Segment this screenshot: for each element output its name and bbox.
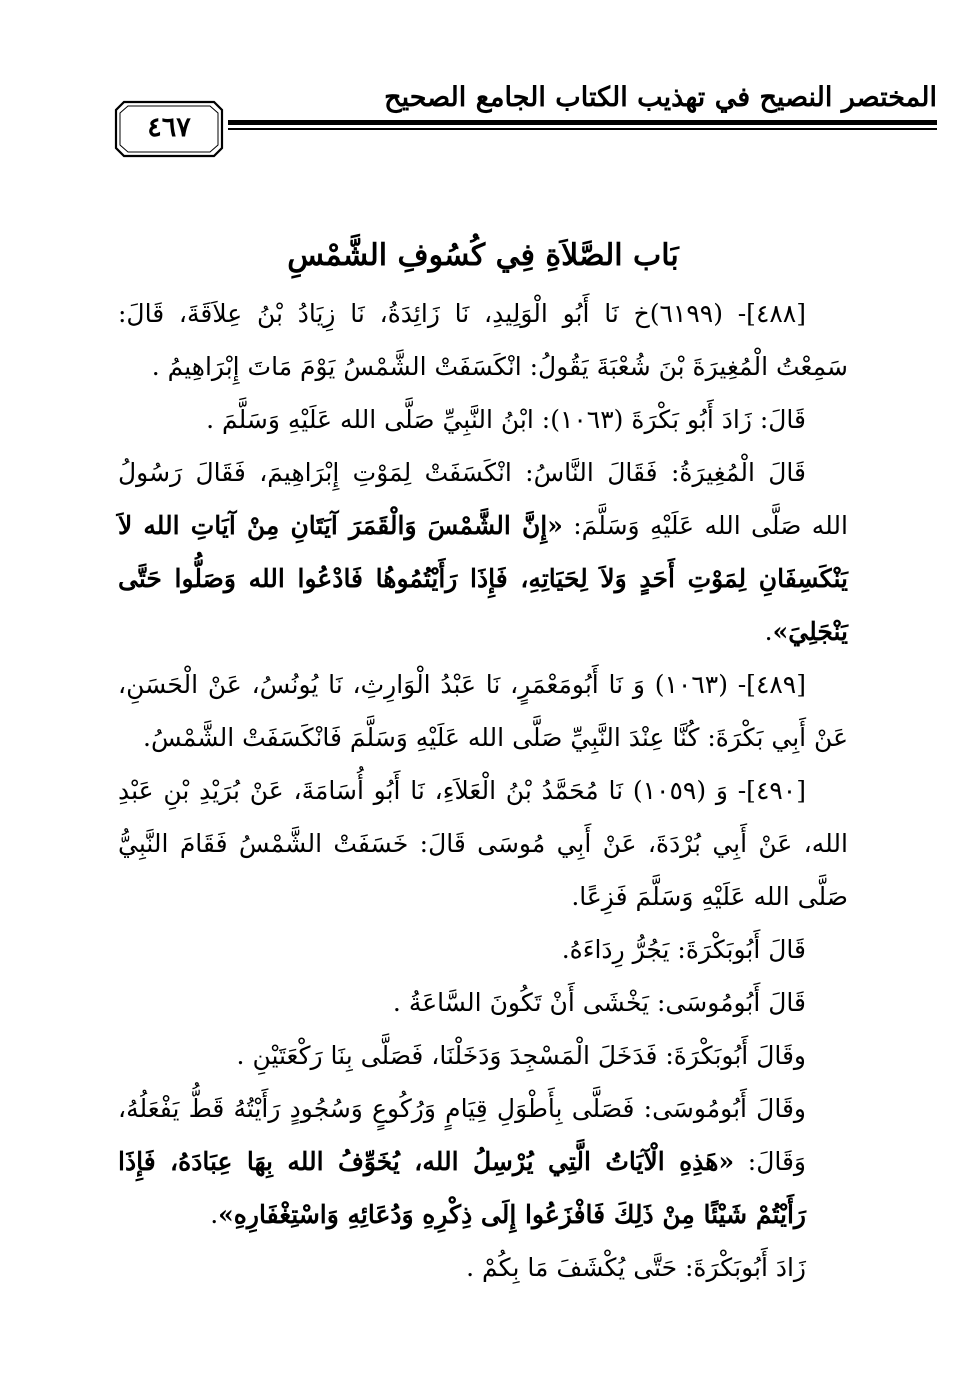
narration-text: وقَالَ أَبُومُوسَى: فَصَلَّى بِأَطْوَلِ قِيَامٍ وَرُكُوعٍ وَسُجُودٍ رَأَيْتُهُ قَطُّ يَفْعَلُهُ، وَقَالَ: — [118, 1094, 806, 1176]
hadith-490-abu-musa-2 — [118, 1082, 848, 1241]
book-title: المختصر النصيح في تهذيب الكتاب الجامع الصحيح — [384, 82, 937, 113]
hadith-488: [٤٨٨]- (٦١٩٩)خ نَا أَبُو الْوَلِيدِ، نَا زَائِدَةُ، نَا زِيَادُ بْنُ عِلاَقَةَ، قَالَ: سَمِعْتُ الْمُغِيرَةَ بْنَ شُعْبَةَ يَقُولُ: انْكَسَفَتْ الشَّمْسُ يَوْمَ مَاتَ إِبْرَاهِيمُ . — [118, 299, 848, 381]
hadith-488-saying — [118, 446, 848, 658]
hadith-490-abu-bakra-2: وقَالَ أَبُوبَكْرَةَ: فَدَخَلَ الْمَسْجِدَ وَدَخَلْنَا، فَصَلَّى بِنَا رَكْعَتَيْنِ . — [236, 1041, 806, 1070]
page-number-frame — [114, 100, 224, 158]
prophetic-quote: «إِنَّ الشَّمْسَ وَالْقَمَرَ آيَتَانِ مِنْ آيَاتِ الله لاَ يَنْكَسِفَانِ لِمَوْتِ أَحَدٍ وَلاَ لِحَيَاتِهِ، فَإِذَا رَأَيْتُمُوهُا فَادْعُوا الله وَصَلُّوا حَتَّى يَنْجَلِيَ» — [118, 511, 848, 646]
header-rule — [228, 120, 937, 125]
narration-text: قَالَ الْمُغِيرَةُ: فَقَالَ النَّاسُ: انْكَسَفَتْ لِمَوْتِ إِبْرَاهِيمَ، فَقَالَ رَسُولُ الله صَلَّى الله عَلَيْهِ وَسَلَّمَ: — [118, 458, 848, 540]
hadith-489: [٤٨٩]- (١٠٦٣) وَ نَا أَبُومَعْمَرٍ، نَا عَبْدُ الْوَارِثِ، نَا يُونُسُ، عَنْ الْحَسَنِ، عَنْ أَبِي بَكْرَةَ: كُنَّا عِنْدَ النَّبِيِّ صَلَّى الله عَلَيْهِ وَسَلَّمَ فَانْكَسَفَتْ الشَّمْسُ. — [118, 670, 848, 752]
hadith-490: [٤٩٠]- وَ (١٠٥٩) نَا مُحَمَّدُ بْنُ الْعَلاَءِ، نَا أَبُو أُسَامَةَ، عَنْ بُرَيْدِ بْنِ عَبْدِ الله، عَنْ أَبِي بُرْدَةَ، عَنْ أَبِي مُوسَى قَالَ: خَسَفَتْ الشَّمْسُ فَقَامَ النَّبِيُّ صَلَّى الله عَلَيْهِ وَسَلَّمَ فَزِعًا. — [118, 776, 848, 911]
hadith-488-addition: قَالَ: زَادَ أَبُو بَكْرَةَ (١٠٦٣): ابْنُ النَّبِيِّ صَلَّى الله عَلَيْهِ وَسَلَّمَ . — [206, 405, 806, 434]
page-body — [118, 238, 848, 1294]
hadith-490-addition: زَادَ أَبُوبَكْرَةَ: حَتَّى يُكْشَفَ مَا بِكُمْ . — [466, 1253, 806, 1282]
hadith-490-abu-bakra: قَالَ أَبُوبَكْرَةَ: يَجُرُّ رِدَاءَهُ. — [561, 935, 806, 964]
chapter-title: بَاب الصَّلاَةِ فِي كُسُوفِ الشَّمْسِ — [287, 238, 679, 273]
hadith-490-abu-musa: قَالَ أَبُومُوسَى: يَخْشَى أَنْ تَكُونَ السَّاعَةُ . — [392, 988, 806, 1017]
closing-mark: . — [764, 617, 773, 646]
closing-mark: . — [210, 1200, 219, 1229]
page-header — [0, 0, 955, 170]
header-rule-thin — [228, 128, 937, 130]
page-number: ٤٦٧ — [147, 112, 191, 143]
prophetic-quote: «هَذِهِ الْآيَاتُ الَّتِي يُرْسِلُ الله، يُخَوِّفُ الله بِهَا عِبَادَهُ، فَإِذَا رَأَيْتُمْ شَيْئًا مِنْ ذَلِكَ فَافْزَعُوا إِلَى ذِكْرِهِ وَدُعَائِهِ وَاسْتِغْفَارِهِ» — [118, 1147, 806, 1229]
